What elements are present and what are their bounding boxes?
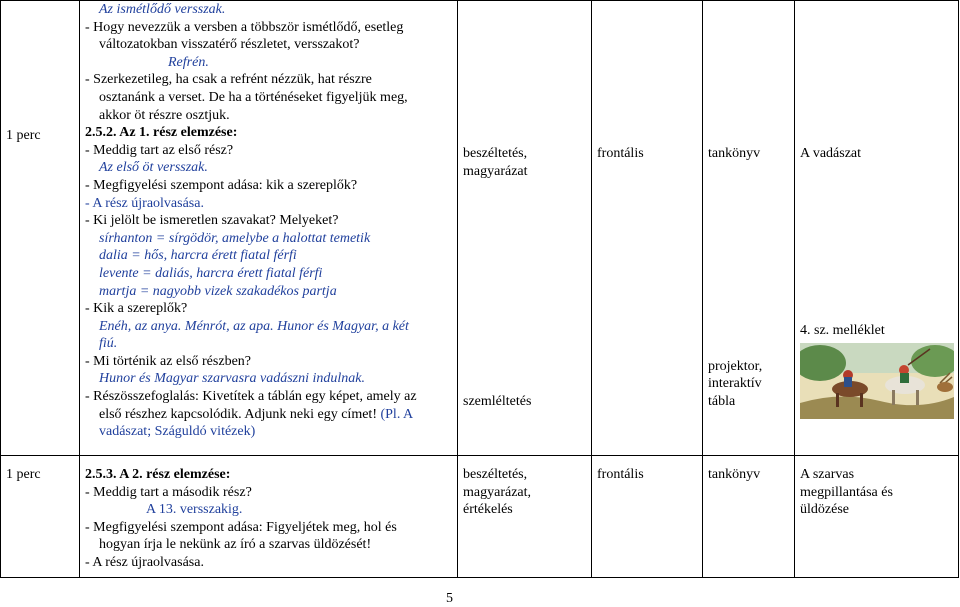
- hunting-scene-image: [800, 343, 954, 419]
- note-text: üldözése: [800, 502, 849, 518]
- answer-text: Refrén.: [168, 54, 209, 70]
- answer-text: Enéh, az anya. Ménrót, az apa. Hunor és Magyar, a két: [99, 318, 409, 334]
- question-text: - Ki jelölt be ismeretlen szavakat? Melyeket?: [85, 213, 339, 229]
- workform-text: frontális: [597, 467, 644, 482]
- summary-instruction-cont: [85, 406, 453, 424]
- instruction-text: - A rész újraolvasása.: [85, 195, 204, 211]
- time-value: 1 perc: [6, 128, 41, 143]
- tools-text: tábla: [708, 393, 736, 409]
- note-cell: [795, 1, 959, 456]
- time-value: 1 perc: [6, 467, 41, 482]
- method-text: magyarázat: [463, 163, 528, 179]
- workform-cell: [592, 1, 703, 456]
- vocabulary-item: sírhanton = sírgödör, amelybe a halottat temetik: [99, 230, 371, 246]
- question-text-cont: változatokban visszatérő részletet, versszakot?: [99, 37, 360, 53]
- table-row: [1, 456, 959, 578]
- instruction-text-cont: hogyan írja le nekünk az író a szarvas üldözését!: [99, 537, 372, 553]
- instruction-text-cont: osztanánk a verset. De ha a történéseket figyeljük meg,: [99, 89, 408, 105]
- instruction-text: - Megfigyelési szempont adása: Figyeljétek meg, hol és: [85, 519, 397, 535]
- time-cell: [1, 456, 80, 578]
- attachment-label: 4. sz. melléklet: [800, 322, 885, 338]
- method-cell: [458, 1, 592, 456]
- answer-text: Az első öt versszak.: [99, 160, 208, 176]
- note-text: A szarvas: [800, 467, 855, 482]
- method-cell: [458, 456, 592, 578]
- answer-text-cont: fiú.: [99, 336, 118, 352]
- note-text: A vadászat: [800, 146, 862, 161]
- tools-text: tankönyv: [708, 146, 761, 161]
- tools-cell: [703, 456, 795, 578]
- question-text: - Hogy nevezzük a versben a többször ismétlődő, esetleg: [85, 19, 404, 35]
- question-text: - Mi történik az első részben?: [85, 353, 251, 369]
- question-text: - Meddig tart a második rész?: [85, 484, 252, 500]
- tools-cell: [703, 1, 795, 456]
- method-text: beszéltetés,: [463, 467, 528, 482]
- tools-text: projektor,: [708, 358, 763, 374]
- instruction-text-cont: akkor öt részre osztjuk.: [99, 107, 230, 123]
- instruction-text: - A rész újraolvasása.: [85, 554, 204, 570]
- content-cell: [80, 1, 458, 456]
- instruction-text: - Szerkezetileg, ha csak a refrént nézzük, hat részre: [85, 72, 372, 88]
- summary-instruction-part: első részhez kapcsolódik. Adjunk neki egy címet!: [99, 406, 381, 422]
- method-text: beszéltetés,: [463, 146, 528, 161]
- title-example: (Pl. A: [380, 406, 414, 422]
- title-example-cont: vadászat; Száguldó vitézek): [99, 424, 256, 440]
- question-text: - Meddig tart az első rész?: [85, 142, 234, 158]
- summary-instruction: - Részösszefoglalás: Kivetítek a táblán egy képet, amely az: [85, 389, 417, 405]
- workform-cell: [592, 456, 703, 578]
- instruction-text: - Megfigyelési szempont adása: kik a szereplők?: [85, 177, 358, 193]
- time-cell: [1, 1, 80, 456]
- vocabulary-item: dalia = hős, harcra érett fiatal férfi: [99, 248, 297, 264]
- method-text: magyarázat,: [463, 484, 532, 500]
- vocabulary-item: martja = nagyobb vizek szakadékos partja: [99, 283, 337, 299]
- note-text: megpillantása és: [800, 484, 893, 500]
- section-heading: 2.5.3. A 2. rész elemzése:: [85, 467, 231, 482]
- question-text: - Kik a szereplők?: [85, 301, 188, 317]
- tools-text: tankönyv: [708, 467, 761, 482]
- content-cell: [80, 456, 458, 578]
- workform-text: frontális: [597, 146, 644, 161]
- method-text: szemléltetés: [463, 394, 532, 410]
- method-text: értékelés: [463, 502, 513, 518]
- tools-text: interaktív: [708, 376, 762, 392]
- answer-text: Az ismétlődő versszak.: [99, 2, 226, 17]
- table-row: [1, 1, 959, 456]
- page-number: 5: [446, 591, 453, 606]
- vocabulary-item: levente = daliás, harcra érett fiatal férfi: [99, 265, 323, 281]
- answer-text: Hunor és Magyar szarvasra vadászni indulnak.: [99, 371, 365, 387]
- note-cell: [795, 456, 959, 578]
- section-heading: 2.5.2. Az 1. rész elemzése:: [85, 125, 238, 141]
- answer-text: A 13. versszakig.: [146, 502, 243, 518]
